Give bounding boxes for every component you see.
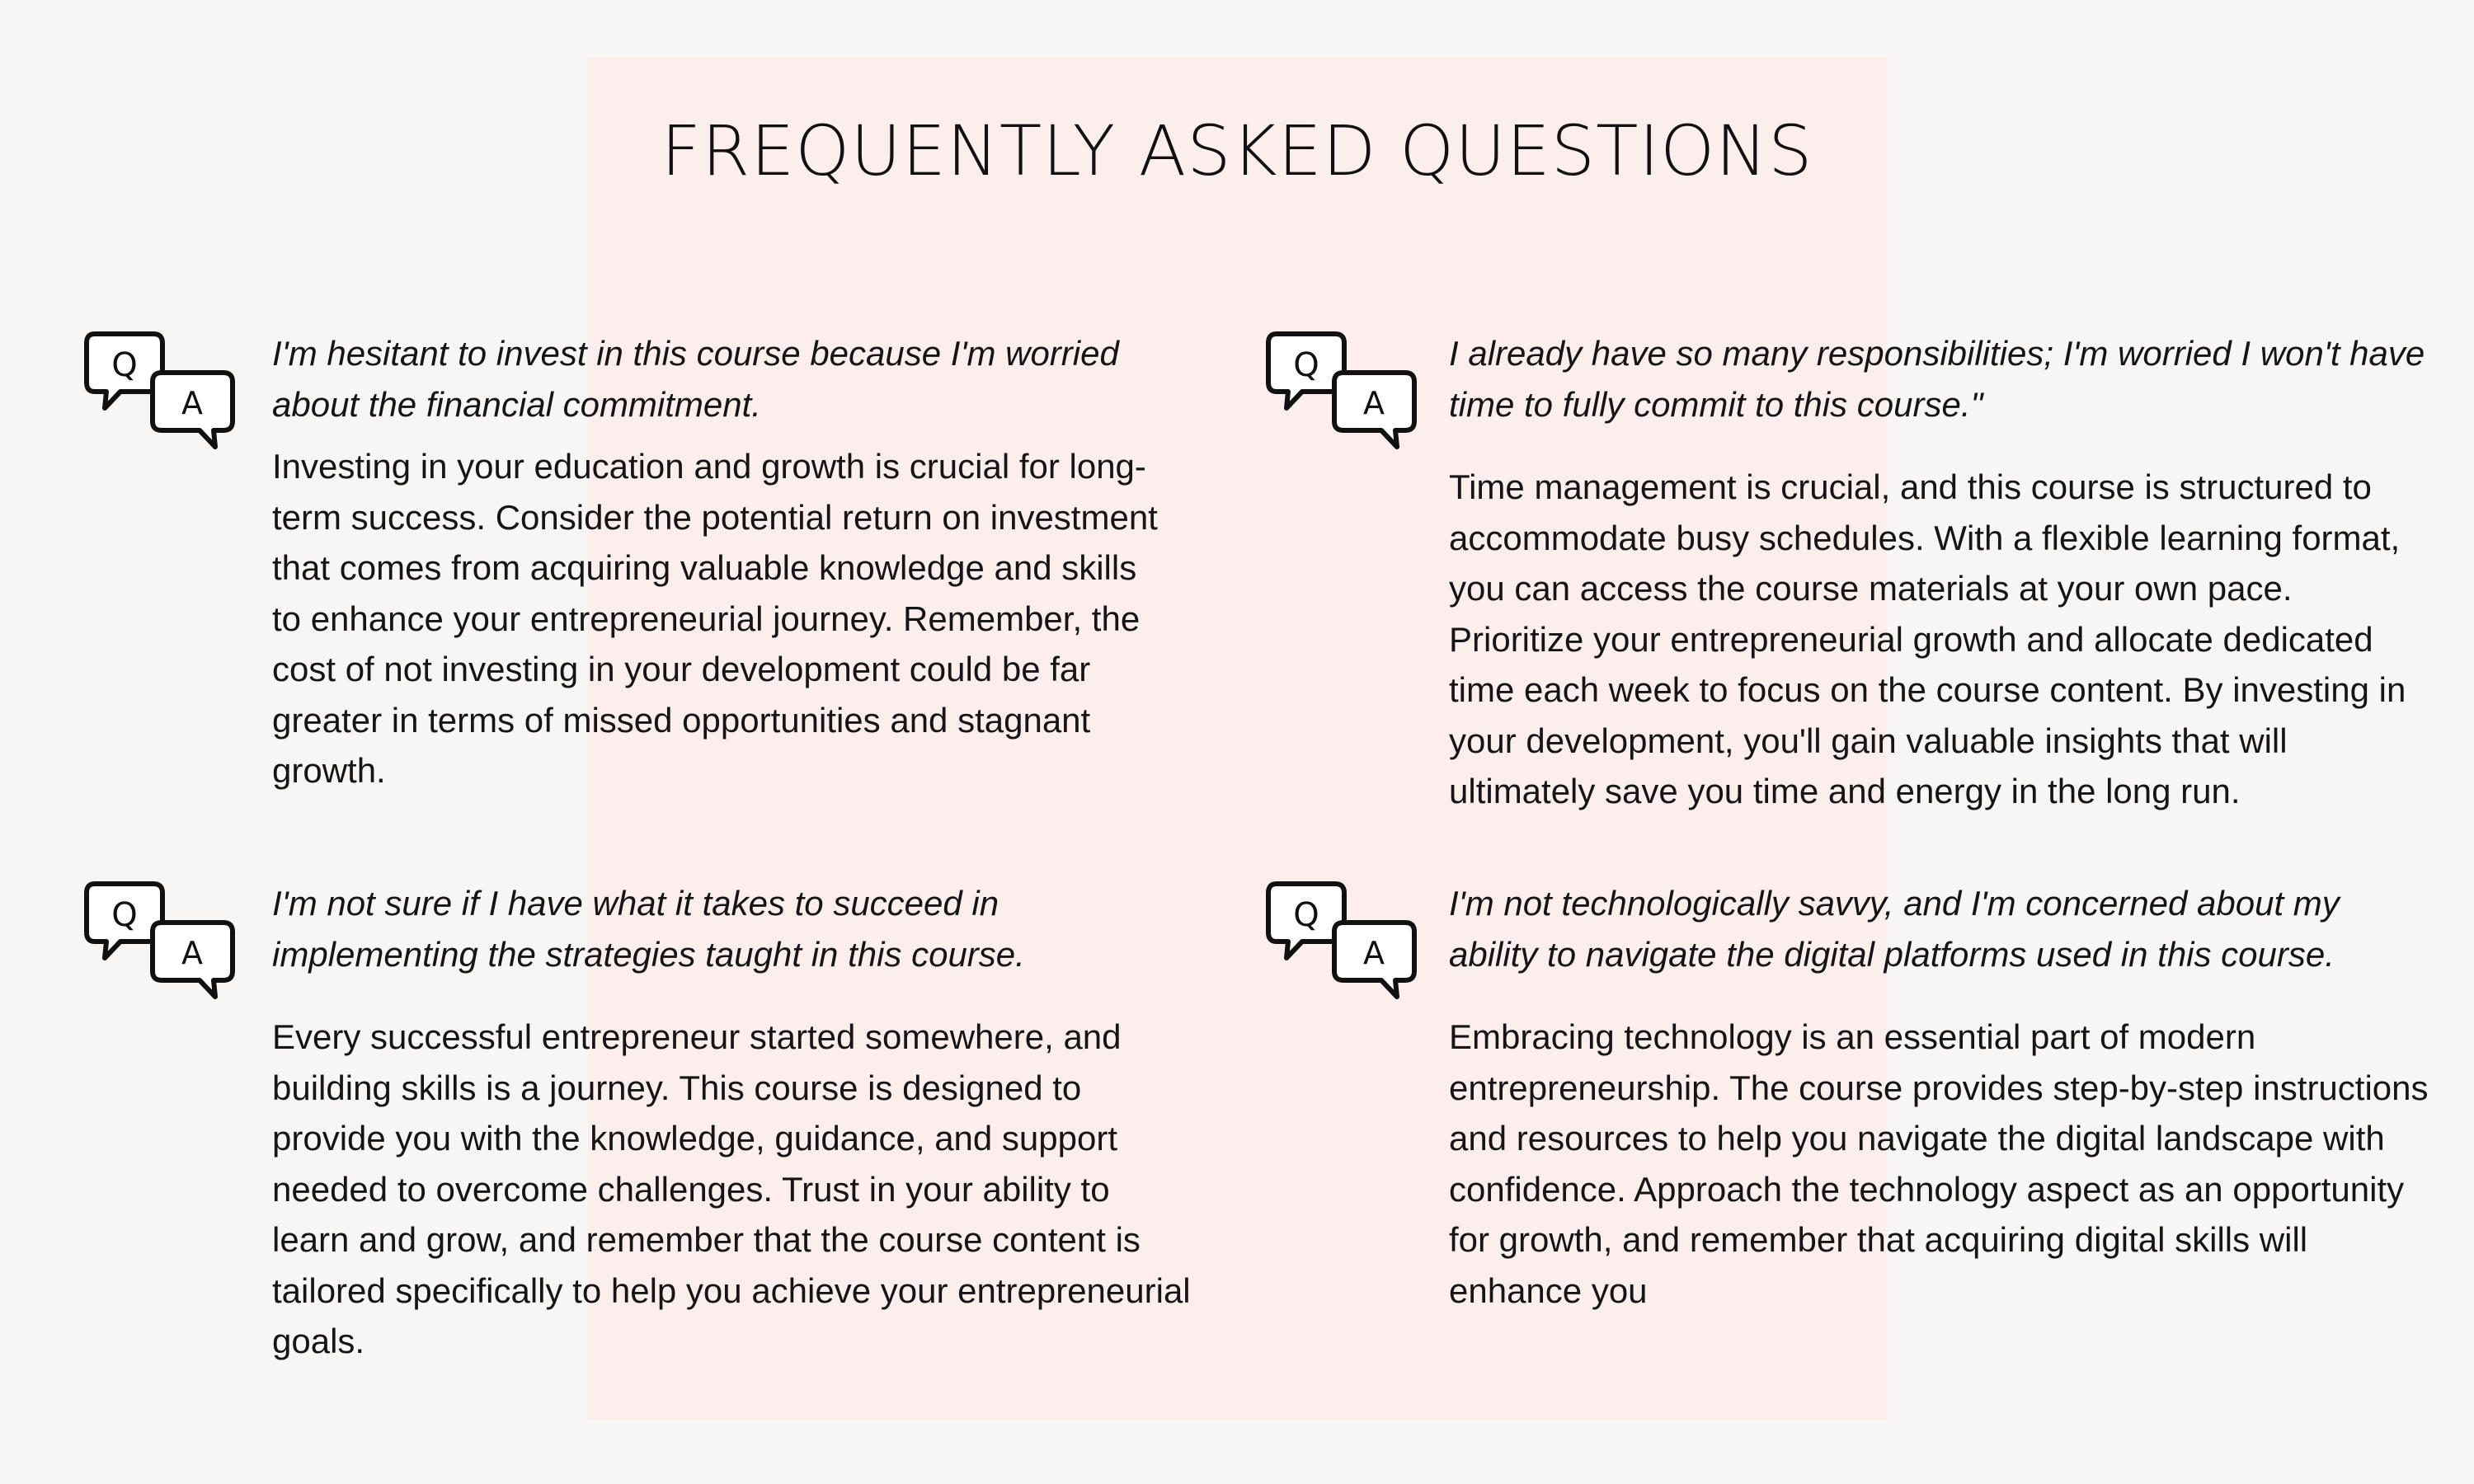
svg-text:A: A [1363, 385, 1385, 421]
qa-chat-bubbles-icon [83, 880, 237, 1000]
faq-question: I'm not sure if I have what it takes to succeed in implementing the strategies taught in this course. [272, 884, 1025, 974]
faq-answer: Every successful entrepreneur started somewhere, and building skills is a journey. This course is designed to provide you with the knowledge, guidance, and support needed to overcome challenges. Trust in your ability to learn and grow, and remember that the course content is tailored specifically to help you achieve your entrepreneurial goals. [272, 1017, 1191, 1360]
faq-question: I'm hesitant to invest in this course because I'm worried about the financial commitment. [272, 334, 1119, 424]
svg-text:Q: Q [1293, 346, 1319, 384]
qa-chat-bubbles-icon [1265, 880, 1418, 1000]
svg-text:A: A [181, 385, 203, 421]
faq-answer: Time management is crucial, and this course is structured to accommodate busy schedules. With a flexible learning format, you can access the course materials at your own pace. Prioritize your entrepreneurial growth and allocate dedicated time each week to focus on the course content. By investing in your development, you'll gain valuable insights that will ultimately save you time and energy in the long run. [1449, 467, 2406, 810]
svg-text:Q: Q [1293, 896, 1319, 934]
svg-text:Q: Q [111, 346, 138, 384]
qa-chat-bubbles-icon [83, 330, 237, 450]
faq-answer: Embracing technology is an essential part of modern entrepreneurship. The course provides step-by-step instructions and resources to help you navigate the digital landscape with confidence. Approach the technology aspect as an opportunity for growth, and remember that acquiring digital skills will enhance you [1449, 1017, 2429, 1310]
faq-question: I'm not technologically savvy, and I'm concerned about my ability to navigate the digital platforms used in this course. [1449, 884, 2340, 974]
svg-text:A: A [1363, 935, 1385, 971]
page-title: FREQUENTLY ASKED QUESTIONS [661, 110, 1813, 191]
faq-answer: Investing in your education and growth is crucial for long-term success. Consider the potential return on investment that comes from acquiring valuable knowledge and skills to enhance your entrepreneurial journey. Remember, the cost of not investing in your development could be far greater in terms of missed opportunities and stagnant growth. [272, 447, 1158, 790]
qa-chat-bubbles-icon [1265, 330, 1418, 450]
faq-question: I already have so many responsibilities; I'm worried I won't have time to fully commit to this course." [1449, 334, 2425, 424]
svg-text:A: A [181, 935, 203, 971]
svg-text:Q: Q [111, 896, 138, 934]
